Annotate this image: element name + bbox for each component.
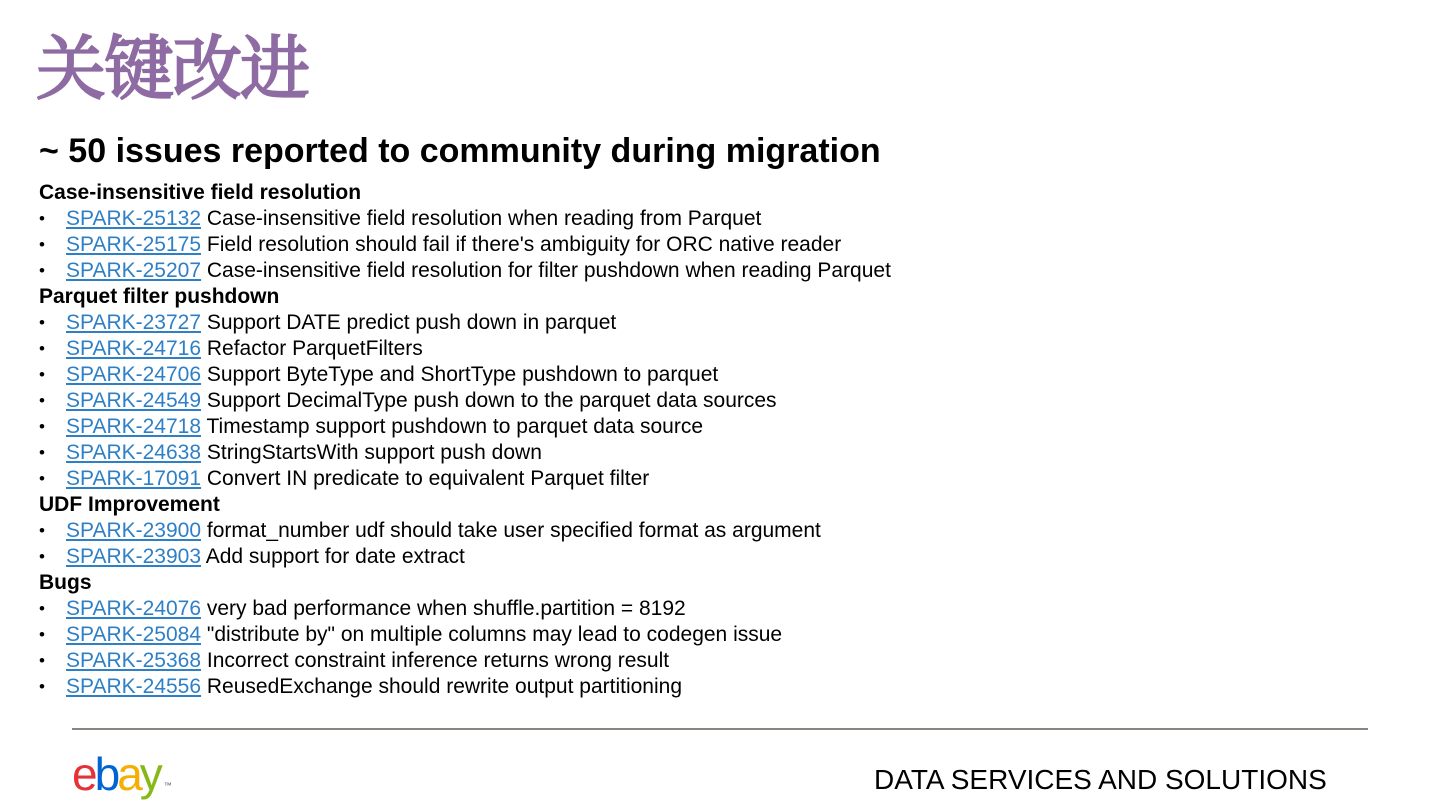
issue-link[interactable]: SPARK-24076: [66, 597, 202, 620]
issue-link[interactable]: SPARK-25132: [66, 207, 202, 230]
bullet-icon: •: [39, 391, 45, 410]
bullet-icon: •: [39, 677, 45, 696]
bullet-icon: •: [39, 625, 45, 644]
ebay-logo-letter: y: [139, 748, 160, 800]
issue-description: Add support for date extract: [205, 545, 465, 568]
issue-description: Refactor ParquetFilters: [206, 337, 423, 360]
bullet-icon: •: [39, 599, 45, 618]
list-item: [39, 362, 1039, 388]
list-item: [39, 648, 1039, 674]
bullet-icon: •: [39, 261, 45, 280]
list-item: [39, 544, 1039, 570]
bullet-icon: •: [39, 417, 45, 436]
issue-description: Support DecimalType push down to the parquet data sources: [206, 389, 777, 412]
issue-link[interactable]: SPARK-24706: [66, 363, 202, 386]
issue-link[interactable]: SPARK-24549: [66, 389, 202, 412]
issue-link[interactable]: SPARK-24718: [66, 415, 202, 438]
ebay-logo-letter: b: [94, 748, 118, 800]
issue-link[interactable]: SPARK-25175: [66, 233, 202, 256]
footer-divider: [72, 728, 1368, 730]
issue-description: ReusedExchange should rewrite output partitioning: [206, 675, 683, 698]
issue-description: Convert IN predicate to equivalent Parquet filter: [206, 467, 650, 490]
list-item: [39, 258, 1039, 284]
slide-subtitle: ~ 50 issues reported to community during migration: [39, 132, 881, 170]
list-item: [39, 596, 1039, 622]
bullet-icon: •: [39, 365, 45, 384]
issue-link[interactable]: SPARK-23903: [66, 545, 202, 568]
trademark-icon: ™: [163, 781, 172, 790]
bullet-icon: •: [39, 209, 45, 228]
list-item: [39, 336, 1039, 362]
slide-title: 关键改进: [36, 28, 308, 110]
issue-description: Support ByteType and ShortType pushdown to parquet: [206, 363, 719, 386]
bullet-icon: •: [39, 547, 45, 566]
issue-link[interactable]: SPARK-23900: [66, 519, 202, 542]
list-item: [39, 232, 1039, 258]
issue-description: Timestamp support pushdown to parquet data source: [206, 415, 704, 438]
list-item: [39, 622, 1039, 648]
issue-link[interactable]: SPARK-24716: [66, 337, 202, 360]
list-item: [39, 674, 1039, 700]
issue-link[interactable]: SPARK-17091: [66, 467, 202, 490]
list-item: [39, 388, 1039, 414]
issue-description: StringStartsWith support push down: [206, 441, 542, 464]
issue-description: very bad performance when shuffle.partition = 8192: [206, 597, 686, 620]
issue-description: Support DATE predict push down in parquet: [206, 311, 617, 334]
issue-link[interactable]: SPARK-24638: [66, 441, 202, 464]
list-item: [39, 440, 1039, 466]
footer-tagline: DATA SERVICES AND SOLUTIONS: [874, 764, 1327, 795]
ebay-logo-letter: e: [72, 748, 95, 800]
list-item: [39, 206, 1039, 232]
issue-description: Case-insensitive field resolution for filter pushdown when reading Parquet: [206, 259, 891, 282]
bullet-icon: •: [39, 521, 45, 540]
issue-link[interactable]: SPARK-25084: [66, 623, 202, 646]
issue-description: "distribute by" on multiple columns may lead to codegen issue: [206, 623, 783, 646]
ebay-logo-letter: a: [117, 748, 140, 800]
list-item: [39, 414, 1039, 440]
issue-description: Incorrect constraint inference returns wrong result: [206, 649, 670, 672]
list-item: [39, 518, 1039, 544]
bullet-icon: •: [39, 313, 45, 332]
issue-link[interactable]: SPARK-25368: [66, 649, 202, 672]
issue-link[interactable]: SPARK-24556: [66, 675, 202, 698]
section-heading: UDF Improvement: [39, 493, 220, 516]
issue-list: [39, 180, 1039, 700]
bullet-icon: •: [39, 235, 45, 254]
issue-description: Case-insensitive field resolution when reading from Parquet: [206, 207, 762, 230]
bullet-icon: •: [39, 339, 45, 358]
list-item: [39, 310, 1039, 336]
issue-description: format_number udf should take user specified format as argument: [206, 519, 821, 542]
bullet-icon: •: [39, 443, 45, 462]
section-heading: Case-insensitive field resolution: [39, 181, 362, 204]
issue-link[interactable]: SPARK-23727: [66, 311, 202, 334]
section-heading: Parquet filter pushdown: [39, 285, 280, 308]
bullet-icon: •: [39, 651, 45, 670]
section-heading: Bugs: [39, 571, 92, 594]
bullet-icon: •: [39, 469, 45, 488]
ebay-logo: [72, 748, 172, 800]
issue-description: Field resolution should fail if there's ambiguity for ORC native reader: [206, 233, 842, 256]
list-item: [39, 466, 1039, 492]
issue-link[interactable]: SPARK-25207: [66, 259, 202, 282]
